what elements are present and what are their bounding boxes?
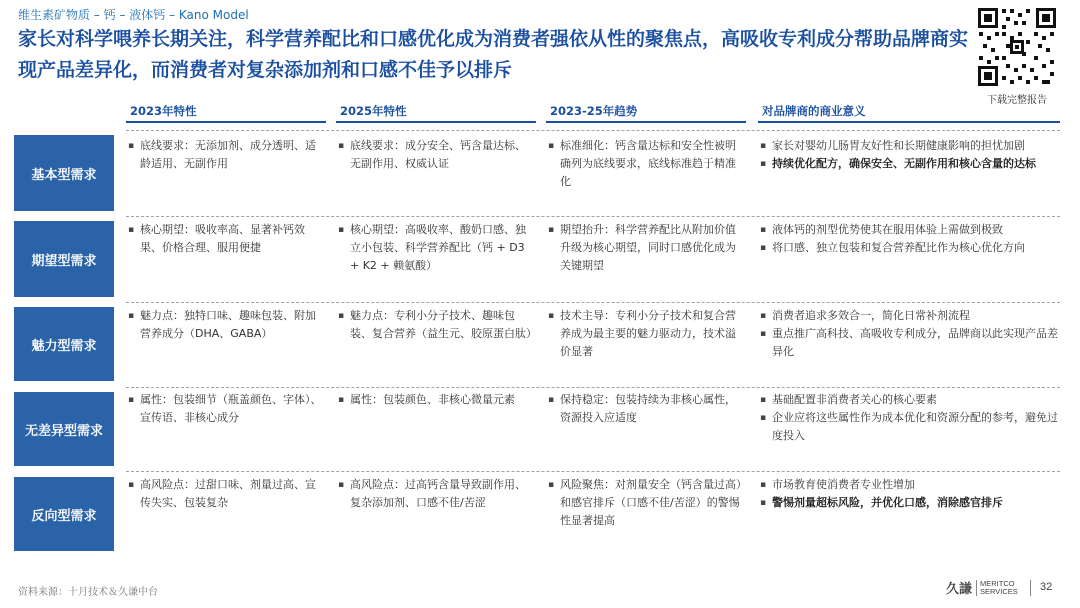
- list-item: ▪ 期望抬升：科学营养配比从附加价值升级为核心期望，同时口感优化成为关键期望: [548, 221, 746, 275]
- cell-indifferent-2023: [128, 391, 324, 427]
- cell-expected-business: [760, 221, 1060, 257]
- list-item: ▪ 重点推广高科技、高吸收专利成分，品牌商以此实现产品差异化: [760, 325, 1060, 361]
- column-header-trend: 2023-25年趋势: [550, 104, 638, 118]
- cell-attractive-business: [760, 307, 1060, 361]
- cell-reverse-2023: [128, 476, 324, 512]
- list-item: ▪ 液体钙的剂型优势使其在服用体验上需做到极致: [760, 221, 1060, 239]
- list-item: ▪ 魅力点：独特口味、趣味包装、附加营养成分（DHA、GABA）: [128, 307, 324, 343]
- list-item: ▪ 保持稳定：包装持续为非核心属性，资源投入应适度: [548, 391, 746, 427]
- column-header-2023: 2023年特性: [130, 104, 197, 118]
- logo-en-text: [976, 580, 1018, 596]
- page-separator: [1030, 580, 1031, 596]
- page-number: 32: [1040, 581, 1053, 593]
- row-label-reverse: 反向型需求: [14, 477, 114, 551]
- list-item: ▪ 魅力点：专利小分子技术、趣味包装、复合营养（益生元、胶原蛋白肽）: [338, 307, 536, 343]
- list-item: ▪ 将口感、独立包装和复合营养配比作为核心优化方向: [760, 239, 1060, 257]
- cell-basic-business: [760, 137, 1060, 173]
- list-item: ▪ 属性：包装颜色、非核心微量元素: [338, 391, 536, 409]
- list-item: ▪ 企业应将这些属性作为成本优化和资源分配的参考，避免过度投入: [760, 409, 1060, 445]
- list-item: ▪ 高风险点：过高钙含量导致副作用、复杂添加剂、口感不佳/苦涩: [338, 476, 536, 512]
- cell-attractive-2025: [338, 307, 536, 343]
- logo-en-line2: SERVICES: [980, 586, 1018, 596]
- meritco-logo: [946, 578, 1018, 597]
- cell-indifferent-business: [760, 391, 1060, 445]
- header-underline: [336, 121, 536, 123]
- cell-reverse-2025: [338, 476, 536, 512]
- list-item: ▪ 基础配置非消费者关心的核心要素: [760, 391, 1060, 409]
- list-item: ▪ 核心期望：高吸收率、酸奶口感、独立小包装、科学营养配比（钙 + D3 + K2 + 赖氨酸）: [338, 221, 536, 275]
- logo-en-line1: MERITCO: [980, 578, 1015, 588]
- row-divider: [126, 387, 1060, 388]
- column-header-business: 对品牌商的商业意义: [762, 104, 866, 118]
- cell-basic-2023: [128, 137, 324, 173]
- row-label-basic: 基本型需求: [14, 135, 114, 211]
- cell-reverse-business: [760, 476, 1060, 512]
- list-item: ▪ 风险聚焦：对剂量安全（钙含量过高）和感官排斥（口感不佳/苦涩）的警惕性显著提高: [548, 476, 746, 530]
- column-header-2025: 2025年特性: [340, 104, 407, 118]
- qr-code: [976, 6, 1058, 88]
- cell-indifferent-trend: [548, 391, 746, 427]
- cell-basic-2025: [338, 137, 536, 173]
- row-divider: [126, 216, 1060, 217]
- list-item: ▪ 市场教育使消费者专业性增加: [760, 476, 1060, 494]
- breadcrumb: 维生素矿物质 – 钙 – 液体钙 – Kano Model: [18, 8, 249, 22]
- list-item: ▪ 标准细化：钙含量达标和安全性被明确列为底线要求，底线标准趋于精准化: [548, 137, 746, 191]
- header-underline: [546, 121, 746, 123]
- list-item: ▪ 高风险点：过甜口味、剂量过高、宣传失实、包装复杂: [128, 476, 324, 512]
- list-item: ▪ 家长对婴幼儿肠胃友好性和长期健康影响的担忧加剧: [760, 137, 1060, 155]
- cell-attractive-2023: [128, 307, 324, 343]
- row-label-attractive: 魅力型需求: [14, 307, 114, 381]
- list-item: ▪ 技术主导：专利小分子技术和复合营养成为最主要的魅力驱动力，技术溢价显著: [548, 307, 746, 361]
- cell-basic-trend: [548, 137, 746, 191]
- list-item: ▪ 属性：包装细节（瓶盖颜色、字体）、宣传语、非核心成分: [128, 391, 324, 427]
- cell-expected-2023: [128, 221, 324, 257]
- row-divider: [126, 302, 1060, 303]
- list-item: ▪ 核心期望：吸收率高、显著补钙效果、价格合理、服用便捷: [128, 221, 324, 257]
- list-item: ▪ 持续优化配方，确保安全、无副作用和核心含量的达标: [760, 155, 1060, 173]
- page-title: 家长对科学喂养长期关注，科学营养配比和口感优化成为消费者强依从性的聚焦点，高吸收专利成分帮助品牌商实现产品差异化，而消费者对复杂添加剂和口感不佳予以排斥: [18, 28, 969, 81]
- cell-indifferent-2025: [338, 391, 536, 409]
- header-underline: [758, 121, 1060, 123]
- cell-expected-2025: [338, 221, 536, 275]
- row-label-indifferent: 无差异型需求: [14, 392, 114, 466]
- cell-reverse-trend: [548, 476, 746, 530]
- logo-cn-text: 久謙: [946, 582, 973, 597]
- header-underline: [126, 121, 326, 123]
- cell-attractive-trend: [548, 307, 746, 361]
- qr-caption: 下载完整报告: [987, 95, 1047, 106]
- row-label-expected: 期望型需求: [14, 221, 114, 297]
- row-divider: [126, 471, 1060, 472]
- row-divider: [126, 130, 1060, 131]
- source-note: 资料来源：十月技术＆久谦中台: [18, 587, 158, 598]
- list-item: ▪ 警惕剂量超标风险，并优化口感，消除感官排斥: [760, 494, 1060, 512]
- list-item: ▪ 底线要求：成分安全、钙含量达标、无副作用、权威认证: [338, 137, 536, 173]
- list-item: ▪ 消费者追求多效合一，简化日常补剂流程: [760, 307, 1060, 325]
- list-item: ▪ 底线要求：无添加剂、成分透明、适龄适用、无副作用: [128, 137, 324, 173]
- cell-expected-trend: [548, 221, 746, 275]
